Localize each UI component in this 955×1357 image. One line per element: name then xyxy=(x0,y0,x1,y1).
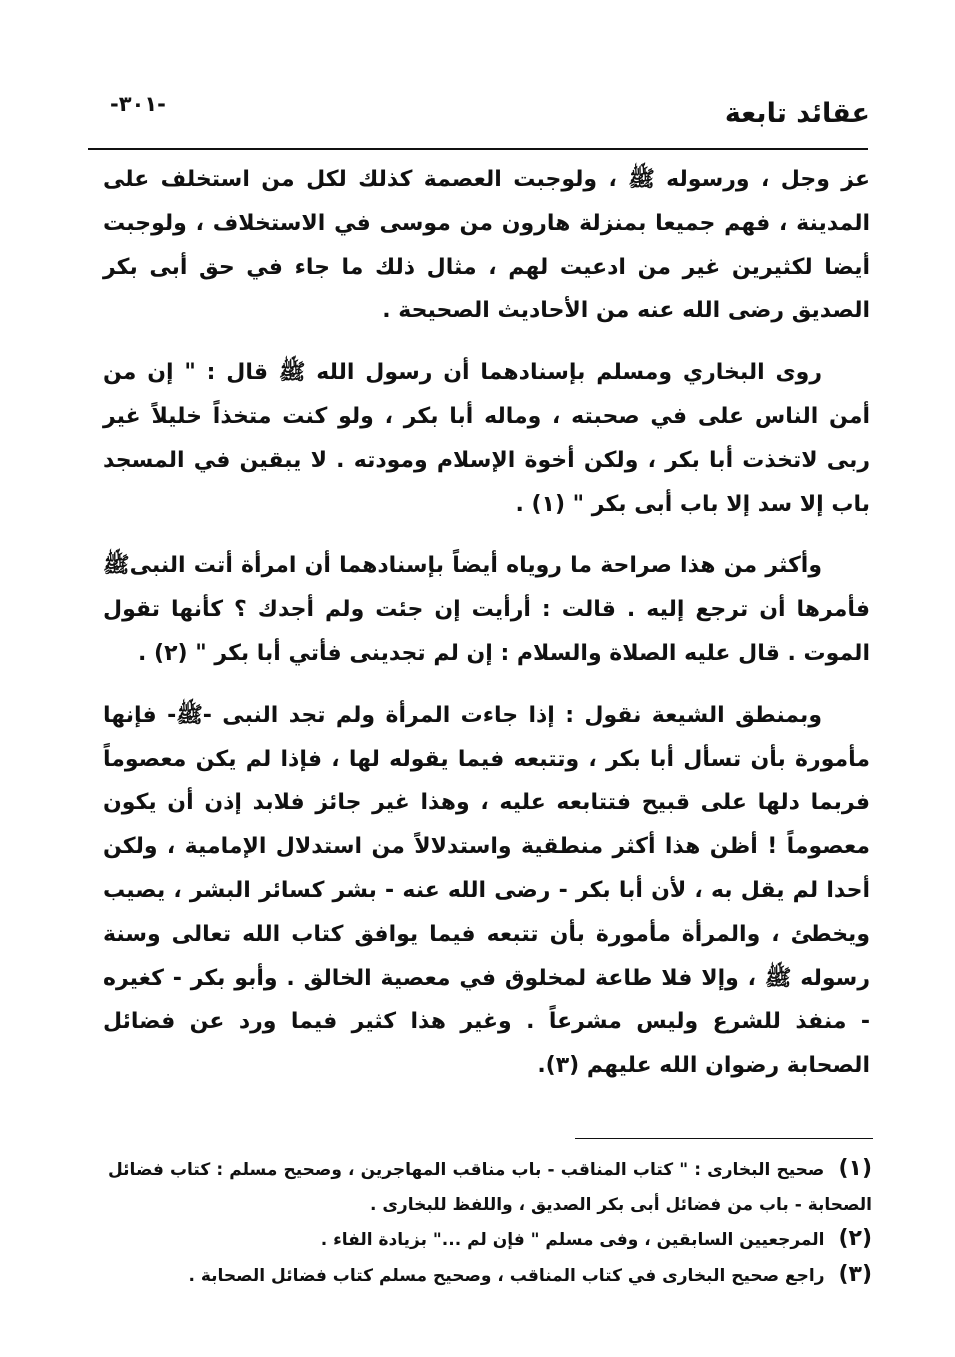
page-number: -٣٠١- xyxy=(110,92,166,116)
paragraph-4: وبمنطق الشيعة نقول : إذا جاءت المرأة ولم تجد النبى -ﷺ- فإنها مأمورة بأن تسأل أبا بكر ، وتتبعه فيما يقوله لها ، فإذا لم يكن معصوماً فربما دلها على قبيح فتتابعه عليه ، وهذا غير جائز فلابد إذن أن يكون معصوماً ! أظن هذا أكثر منطقية واستدلالاً من استدلال الإمامية ، ولكن أحدا لم يقل به ، لأن أبا بكر - رضى الله عنه - بشر كسائر البشر ، يصيب ويخطئ ، والمرأة مأمورة بأن تتبعه فيما يوافق كتاب الله تعالى وسنة رسوله ﷺ ، وإلا فلا طاعة لمخلوق في معصية الخالق . وأبو بكر - كغيره - منفذ للشرع وليس مشرعاً . وغير هذا كثير فيما ورد عن فضائل الصحابة رضوان الله عليهم (٣). xyxy=(103,702,870,1079)
page-header xyxy=(100,92,870,142)
header-divider xyxy=(88,148,868,150)
footnote-text: راجع صحيح البخارى في كتاب المناقب ، وصحيح مسلم كتاب فضائل الصحابة . xyxy=(188,1265,825,1286)
footnote-mark: (٢) xyxy=(838,1226,872,1251)
footnote-mark: (٣) xyxy=(838,1261,872,1287)
footnote-divider xyxy=(575,1138,873,1139)
footnote-3 xyxy=(108,1258,872,1294)
footnote-text: صحيح البخارى : " كتاب المناقب - باب مناقب المهاجرين ، وصحيح مسلم : كتاب فضائل الصحابة - باب من فضائل أبى بكر الصديق ، واللفظ للبخارى . xyxy=(108,1160,872,1215)
footnote-mark: (١) xyxy=(838,1156,873,1181)
running-title: عقائد تابعة xyxy=(724,98,870,129)
paragraph-3: وأكثر من هذا صراحة ما روياه أيضاً بإسنادهما أن امرأة أتت النبىﷺ فأمرها أن ترجع إليه . قالت : أرأيت إن جئت ولم أجدك ؟ كأنها تقول الموت . قال عليه الصلاة والسلام : إن لم تجدينى فأتي أبا بكر " (٢) . xyxy=(103,553,870,666)
paragraph-2: روى البخاري ومسلم بإسنادهما أن رسول الله ﷺ قال : " إن من أمن الناس على في صحبته ، وماله أبا بكر ، ولو كنت متخذاً خليلاً غير ربى لاتخذت أبا بكر ، ولكن أخوة الإسلام ومودته . لا يبقين في المسجد باب إلا سد إلا باب أبى بكر " (١) . xyxy=(103,360,870,517)
footnote-1 xyxy=(108,1152,872,1222)
footnotes xyxy=(108,1152,872,1293)
footnote-2 xyxy=(108,1222,872,1258)
paragraph-1: عز وجل ، ورسوله ﷺ ، ولوجبت العصمة كذلك لكل من استخلف على المدينة ، فهم جميعا بمنزلة هارون من موسى في الاستخلاف ، ولوجبت أيضا لكثيرين غير من ادعيت لهم ، مثال ذلك ما جاء في حق أبى بكر الصديق رضى الله عنه من الأحاديث الصحيحة . xyxy=(103,167,870,324)
main-text xyxy=(103,158,870,1106)
footnote-text: المرجعيين السابقين ، وفى مسلم " فإن لم ..." بزيادة الفاء . xyxy=(320,1230,825,1250)
